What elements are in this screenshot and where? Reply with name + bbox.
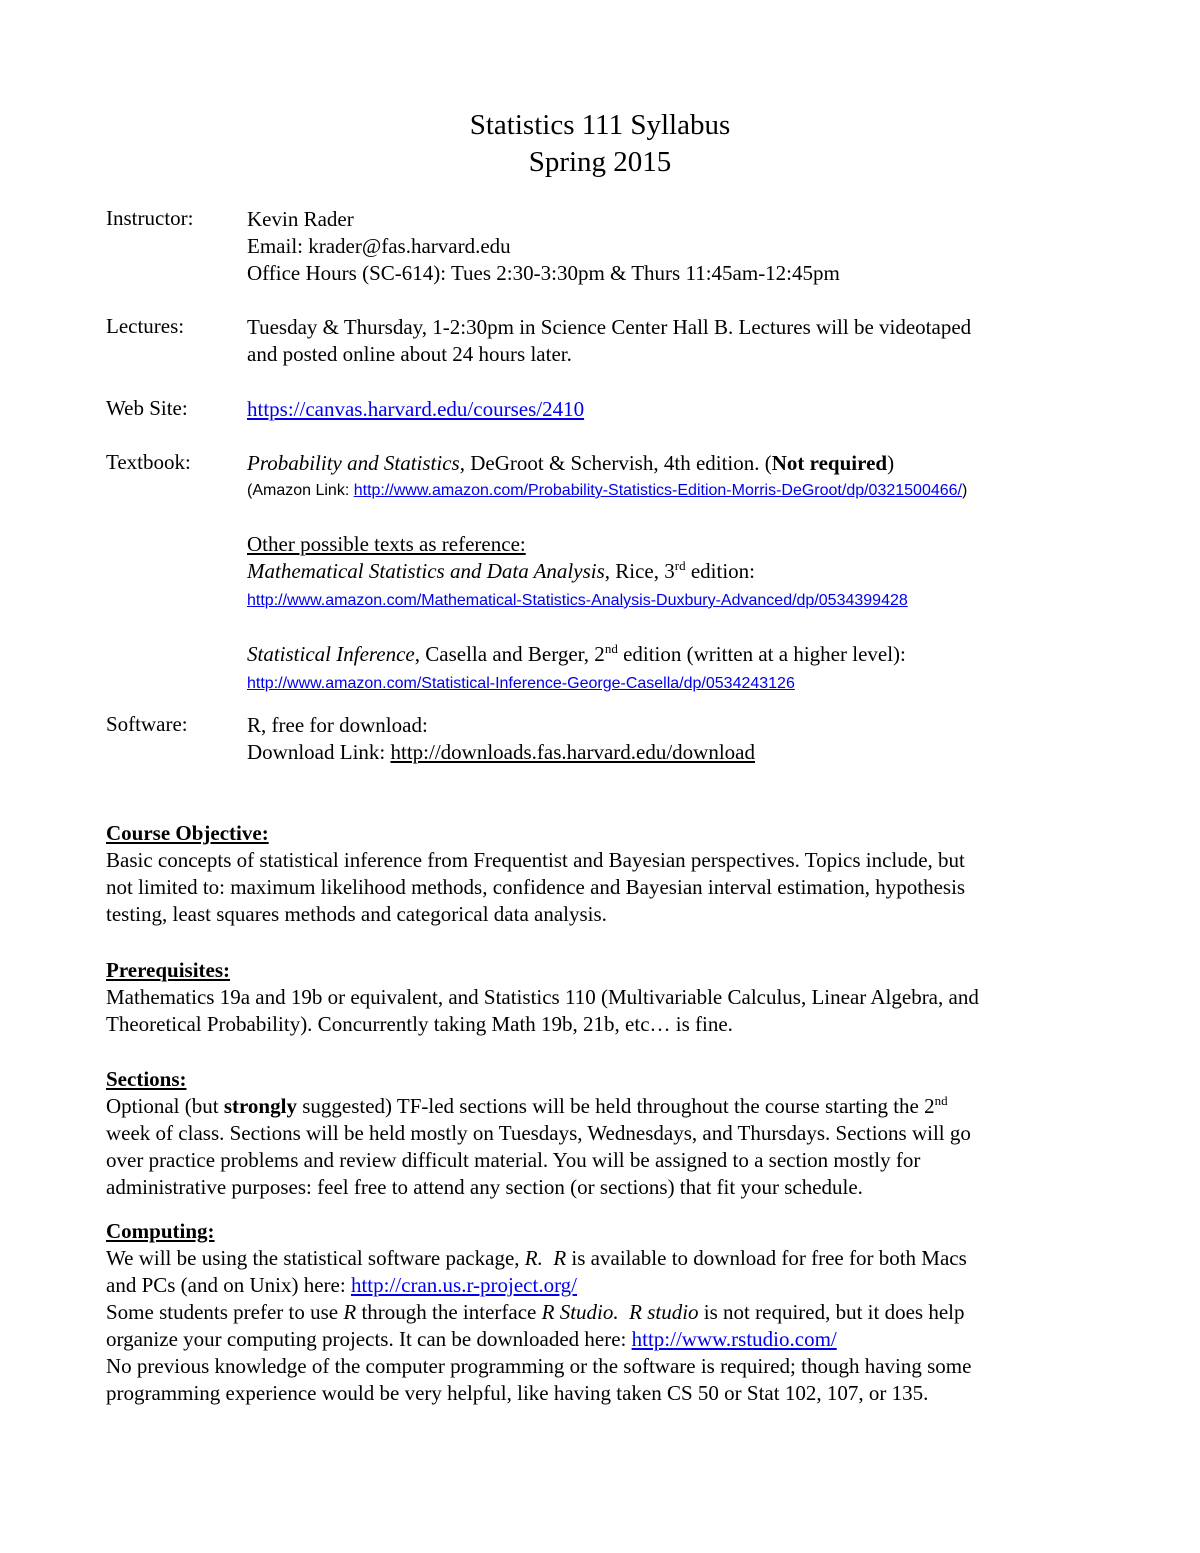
computing-line-3-b: through the interface (356, 1300, 542, 1324)
other-text-2-link[interactable]: http://www.amazon.com/Statistical-Inference-George-Casella/dp/0534243126 (247, 675, 795, 692)
document-subtitle: Spring 2015 (528, 146, 672, 178)
instructor-email: Email: krader@fas.harvard.edu (247, 234, 511, 258)
sections-line-1-b: suggested) TF-led sections will be held throughout the course starting the 2 (296, 1094, 935, 1118)
computing-section (106, 1218, 1106, 1407)
computing-line-1-a: We will be using the statistical software package, (106, 1246, 525, 1270)
office-hours: Office Hours (SC-614): Tues 2:30-3:30pm & Thurs 11:45am-12:45pm (247, 261, 840, 285)
sections-sup: nd (934, 1093, 948, 1108)
textbook-label: Textbook: (106, 450, 191, 474)
software-line-1: R, free for download: (247, 713, 428, 737)
other-text-1-sup: rd (674, 558, 686, 573)
amazon-link-line (247, 477, 1107, 504)
computing-line-6: programming experience would be very helpful, like having taken CS 50 or Stat 102, 107, or 135. (106, 1381, 929, 1405)
computing-r-3: R (343, 1300, 357, 1324)
computing-line-3-d: is not required, but it does help (698, 1300, 965, 1324)
software-details (247, 712, 1107, 766)
sections-heading: Sections: (106, 1067, 187, 1091)
computing-line-2 (106, 1272, 1106, 1299)
computing-rstudio-1: R Studio. (541, 1300, 619, 1324)
computing-line-5: No previous knowledge of the computer programming or the software is required; though having some (106, 1354, 972, 1378)
other-text-2-author: , Casella and Berger, 2 (414, 642, 605, 666)
computing-line-3-a: Some students prefer to use (106, 1300, 344, 1324)
textbook-details (247, 450, 1107, 697)
computing-line-1-c: is available to download for free for both Macs (566, 1246, 967, 1270)
software-label: Software: (106, 712, 188, 736)
textbook-authors: DeGroot & Schervish, 4th edition. ( (464, 451, 772, 475)
sections-line-4: administrative purposes: feel free to attend any section (or sections) that fit your schedule. (106, 1175, 863, 1199)
other-text-2-sup: nd (604, 641, 618, 656)
website-link[interactable]: https://canvas.harvard.edu/courses/2410 (247, 397, 585, 421)
computing-r-1: R. (524, 1246, 543, 1270)
lectures-label: Lectures: (106, 314, 185, 338)
computing-heading: Computing: (106, 1219, 215, 1243)
computing-line-4-a: organize your computing projects. It can be downloaded here: (106, 1327, 632, 1351)
not-required-note: Not required (771, 451, 888, 475)
prerequisites-heading: Prerequisites: (106, 958, 231, 982)
other-text-1-edition: edition: (685, 559, 756, 583)
download-link-prefix: Download Link: (247, 740, 391, 764)
sections-line-2: week of class. Sections will be held mostly on Tuesdays, Wednesdays, and Thursdays. Sections will go (106, 1121, 971, 1145)
sections-line-3: over practice problems and review difficult material. You will be assigned to a section mostly for (106, 1148, 921, 1172)
computing-line-1 (106, 1245, 1106, 1272)
sections-line-1 (106, 1093, 1106, 1120)
other-text-2-edition: edition (written at a higher level): (617, 642, 906, 666)
other-texts-heading: Other possible texts as reference: (247, 532, 526, 556)
other-text-1-author: , Rice, 3 (604, 559, 675, 583)
textbook-close-paren: ) (887, 451, 895, 475)
rstudio-link[interactable]: http://www.rstudio.com/ (631, 1327, 837, 1351)
computing-line-2-a: and PCs (and on Unix) here: (106, 1273, 351, 1297)
computing-r-2: R (553, 1246, 567, 1270)
cran-link[interactable]: http://cran.us.r-project.org/ (350, 1273, 578, 1297)
other-text-1-title: Mathematical Statistics and Data Analysis (247, 559, 605, 583)
lectures-details (247, 314, 1107, 368)
other-text-1 (247, 558, 1107, 585)
prerequisites-line-2: Theoretical Probability). Concurrently taking Math 19b, 21b, etc… is fine. (106, 1012, 733, 1036)
course-objective-heading: Course Objective: (106, 821, 269, 845)
instructor-label: Instructor: (106, 206, 194, 230)
amazon-link[interactable]: http://www.amazon.com/Probability-Statistics-Edition-Morris-DeGroot/dp/0321500466/ (353, 482, 962, 499)
textbook-main (247, 450, 1107, 477)
sections-section (106, 1066, 1106, 1201)
document-title: Statistics 111 Syllabus (469, 109, 731, 141)
instructor-details (247, 206, 1107, 287)
course-objective-line-2: not limited to: maximum likelihood methods, confidence and Bayesian interval estimation, hypothesis (106, 875, 966, 899)
sections-strongly: strongly (223, 1094, 297, 1118)
other-text-2-title: Statistical Inference (247, 642, 415, 666)
amazon-link-suffix: ) (961, 482, 968, 499)
prerequisites-line-1: Mathematics 19a and 19b or equivalent, and Statistics 110 (Multivariable Calculus, Linear Algebra, and (106, 985, 979, 1009)
other-text-2 (247, 641, 1107, 668)
computing-line-4 (106, 1326, 1106, 1353)
amazon-link-prefix: (Amazon Link: (247, 482, 354, 499)
sections-line-1-a: Optional (but (106, 1094, 224, 1118)
computing-rstudio-2: R studio (629, 1300, 699, 1324)
course-objective-line-1: Basic concepts of statistical inference from Frequentist and Bayesian perspectives. Topics include, but (106, 848, 965, 872)
lectures-line-1: Tuesday & Thursday, 1-2:30pm in Science Center Hall B. Lectures will be videotaped (247, 315, 972, 339)
lectures-line-2: and posted online about 24 hours later. (247, 342, 572, 366)
computing-line-3-c (619, 1300, 630, 1324)
software-download-line (247, 739, 1107, 766)
computing-line-1-b (543, 1246, 554, 1270)
textbook-title: Probability and Statistics, (247, 451, 465, 475)
course-objective-section (106, 820, 1106, 928)
other-text-1-link[interactable]: http://www.amazon.com/Mathematical-Statistics-Analysis-Duxbury-Advanced/dp/0534399428 (247, 592, 908, 609)
website-details (247, 396, 1107, 423)
prerequisites-section (106, 957, 1106, 1038)
instructor-name: Kevin Rader (247, 207, 354, 231)
computing-line-3 (106, 1299, 1106, 1326)
website-label: Web Site: (106, 396, 188, 420)
download-link[interactable]: http://downloads.fas.harvard.edu/download (390, 740, 755, 764)
course-objective-line-3: testing, least squares methods and categorical data analysis. (106, 902, 607, 926)
